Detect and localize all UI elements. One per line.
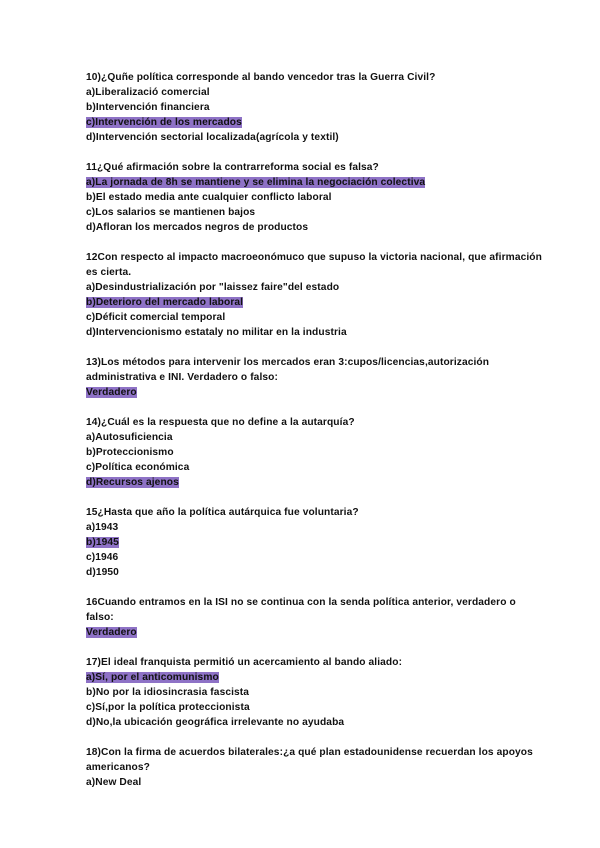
option-text: c)Sí,por la política proteccionista	[86, 702, 250, 713]
option-line	[86, 295, 546, 310]
option-text: c)Déficit comercial temporal	[86, 312, 226, 323]
option-line	[86, 475, 546, 490]
correct-answer-highlight: a)La jornada de 8h se mantiene y se elimina la negociación colectiva	[86, 177, 426, 188]
option-line	[86, 625, 546, 640]
option-text: d)Intervención sectorial localizada(agrícola y textil)	[86, 132, 339, 143]
option-text: a)1943	[86, 522, 119, 533]
option-line	[86, 310, 546, 325]
correct-answer-highlight: d)Recursos ajenos	[86, 477, 179, 488]
option-line	[86, 115, 546, 130]
option-text: c)Política económica	[86, 462, 190, 473]
option-line	[86, 775, 546, 790]
option-text: a)Desindustrialización por "laissez faire"del estado	[86, 282, 340, 293]
option-text: c)Los salarios se mantienen bajos	[86, 207, 256, 218]
option-line	[86, 175, 546, 190]
option-line	[86, 130, 546, 145]
question-block	[86, 250, 546, 340]
question-text: 16Cuando entramos en la ISI no se continua con la senda política anterior, verdadero o falso:	[86, 597, 516, 623]
option-text: d)1950	[86, 567, 119, 578]
option-text: d)No,la ubicación geográfica irrelevante no ayudaba	[86, 717, 345, 728]
question-text: 18)Con la firma de acuerdos bilaterales:¿a qué plan estadounidense recuerdan los apoyos americanos?	[86, 747, 533, 773]
option-line	[86, 565, 546, 580]
option-line	[86, 430, 546, 445]
question-text: 13)Los métodos para intervenir los mercados eran 3:cupos/licencias,autorización administrativa e INI. Verdadero o falso:	[86, 357, 490, 383]
correct-answer-highlight: b)Deterioro del mercado laboral	[86, 297, 244, 308]
option-text: a)Autosuficiencia	[86, 432, 173, 443]
option-line	[86, 550, 546, 565]
question-block	[86, 160, 546, 235]
option-line	[86, 670, 546, 685]
option-line	[86, 445, 546, 460]
correct-answer-highlight: Verdadero	[86, 387, 137, 398]
option-line	[86, 700, 546, 715]
correct-answer-highlight: Verdadero	[86, 627, 137, 638]
question-text: 17)El ideal franquista permitió un acercamiento al bando aliado:	[86, 657, 403, 668]
document-page	[86, 70, 546, 805]
option-line	[86, 535, 546, 550]
question-block	[86, 595, 546, 640]
option-line	[86, 220, 546, 235]
option-text: a)Liberalizació comercial	[86, 87, 210, 98]
question-text: 14)¿Cuál es la respuesta que no define a la autarquía?	[86, 417, 355, 428]
option-line	[86, 385, 546, 400]
question-text: 12Con respecto al impacto macroeonómuco que supuso la victoria nacional, que afirmación es cierta.	[86, 252, 542, 278]
option-text: d)Intervencionismo estataly no militar en la industria	[86, 327, 347, 338]
option-text: a)New Deal	[86, 777, 142, 788]
option-line	[86, 190, 546, 205]
question-block	[86, 745, 546, 790]
option-line	[86, 280, 546, 295]
option-text: b)El estado media ante cualquier conflicto laboral	[86, 192, 332, 203]
correct-answer-highlight: a)Sí, por el anticomunismo	[86, 672, 219, 683]
question-text: 15¿Hasta que año la política autárquica fue voluntaria?	[86, 507, 359, 518]
option-line	[86, 100, 546, 115]
option-text: b)Proteccionismo	[86, 447, 174, 458]
option-line	[86, 85, 546, 100]
option-text: d)Afloran los mercados negros de productos	[86, 222, 309, 233]
question-block	[86, 415, 546, 490]
question-text: 10)¿Quñe política corresponde al bando vencedor tras la Guerra Civil?	[86, 72, 436, 83]
option-text: c)1946	[86, 552, 119, 563]
option-line	[86, 325, 546, 340]
option-text: b)Intervención financiera	[86, 102, 210, 113]
question-block	[86, 355, 546, 400]
question-block	[86, 655, 546, 730]
question-text: 11¿Qué afirmación sobre la contrarreforma social es falsa?	[86, 162, 379, 173]
option-line	[86, 205, 546, 220]
question-block	[86, 505, 546, 580]
correct-answer-highlight: b)1945	[86, 537, 119, 548]
option-line	[86, 685, 546, 700]
question-block	[86, 70, 546, 145]
correct-answer-highlight: c)Intervención de los mercados	[86, 117, 242, 128]
option-line	[86, 715, 546, 730]
option-line	[86, 460, 546, 475]
option-text: b)No por la idiosincrasia fascista	[86, 687, 250, 698]
option-line	[86, 520, 546, 535]
